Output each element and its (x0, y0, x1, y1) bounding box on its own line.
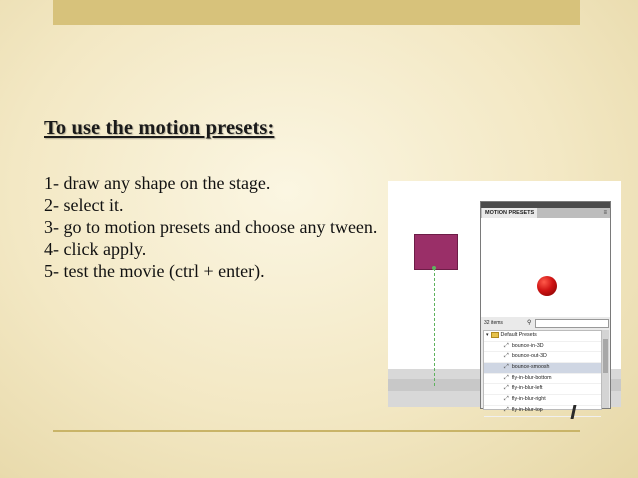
steps-list (44, 172, 389, 282)
folder-default-presets[interactable] (484, 331, 601, 342)
preset-list-area (481, 317, 610, 413)
slide-heading: To use the motion presets: (44, 117, 275, 139)
step-item: 3- go to motion presets and choose any tween. (44, 217, 378, 237)
motion-preset-icon: ⤢ (504, 406, 509, 413)
preset-item[interactable] (484, 395, 601, 406)
scrollbar-thumb[interactable] (603, 339, 608, 373)
item-count: 32 items (484, 320, 503, 326)
preset-item[interactable] (484, 406, 601, 417)
motion-preset-icon: ⤢ (504, 342, 509, 349)
step-item: 5- test the movie (ctrl + enter). (44, 261, 265, 281)
motion-preset-icon: ⤢ (504, 396, 509, 403)
top-accent-bar (53, 0, 580, 25)
preset-item[interactable] (484, 384, 601, 395)
motion-preset-icon: ⤢ (504, 353, 509, 360)
rectangle-shape[interactable] (414, 234, 458, 270)
panel-tabbar (481, 208, 610, 218)
preview-ball (537, 276, 557, 296)
preset-preview (481, 218, 610, 310)
bottom-rule (53, 430, 580, 432)
list-scrollbar[interactable] (602, 330, 609, 408)
preset-item[interactable] (484, 363, 601, 374)
preset-label: bounce-smoosh (511, 364, 550, 371)
motion-presets-panel (480, 201, 611, 413)
step-item: 2- select it. (44, 195, 124, 215)
panel-menu-icon[interactable]: ≡ (603, 210, 607, 216)
preset-label: fly-in-blur-right (511, 396, 546, 403)
search-input[interactable] (535, 319, 609, 328)
motion-preset-icon: ⤢ (504, 364, 509, 371)
preset-label: fly-in-blur-left (511, 385, 543, 392)
list-header (483, 318, 608, 328)
preset-label: bounce-in-3D (511, 342, 544, 349)
preset-label: fly-in-blur-top (511, 406, 543, 413)
motion-path-line (434, 268, 435, 386)
preset-item[interactable] (484, 352, 601, 363)
motion-preset-icon: ⤢ (504, 385, 509, 392)
motion-preset-icon: ⤢ (504, 374, 509, 381)
flash-screenshot (388, 181, 621, 413)
motion-path-anchor[interactable] (432, 266, 436, 270)
preset-item[interactable] (484, 342, 601, 353)
preset-tree (483, 330, 602, 413)
folder-label: Default Presets (500, 332, 537, 338)
folder-icon (491, 332, 499, 338)
preset-label: fly-in-blur-bottom (511, 374, 552, 381)
step-item: 1- draw any shape on the stage. (44, 173, 271, 193)
preset-label: bounce-out-3D (511, 353, 547, 360)
search-icon: ⚲ (527, 320, 532, 326)
step-item: 4- click apply. (44, 239, 147, 259)
tab-motion-presets[interactable]: MOTION PRESETS (482, 208, 537, 218)
chevron-down-icon[interactable]: ▾ (486, 332, 489, 338)
preset-item[interactable] (484, 374, 601, 385)
